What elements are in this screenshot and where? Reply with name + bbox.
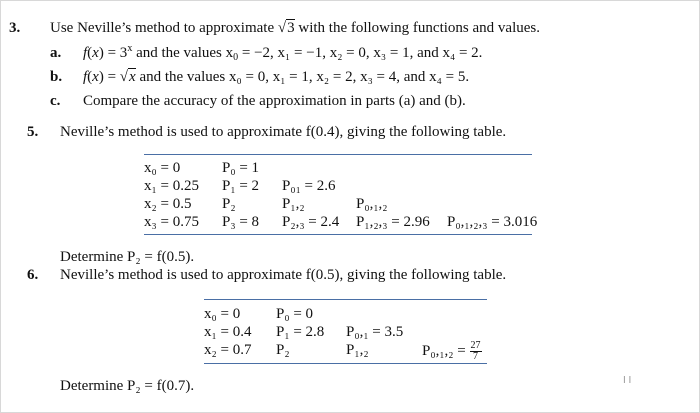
t5-cell-r3-c0: x₃ = 0.75 bbox=[144, 214, 199, 230]
t5-cell-r1-c1: P₁ = 2 bbox=[222, 178, 260, 194]
t6-cell-r2-c3: P₀,₁,₂ = $\frac{27}{7}$ bbox=[422, 340, 481, 362]
t5-cell-r3-c3: P₁,₂,₃ = 2.96 bbox=[356, 214, 430, 230]
t5-cell-r2-c3: P₀,₁,₂ bbox=[356, 196, 388, 212]
table-5-top-rule bbox=[144, 154, 532, 155]
t5-cell-r2-c1: P₂ bbox=[222, 196, 236, 212]
t5-cell-r2-c2: P₁,₂ bbox=[282, 196, 305, 212]
fraction-27-over-7: $\frac{27}{7}$ bbox=[470, 340, 481, 362]
problem-5-text: Neville’s method is used to approximate f(0.4), giving the following table. bbox=[60, 124, 507, 140]
problem-6-determine: Determine P₂ = f(0.7). bbox=[60, 378, 195, 394]
part-a-text: $f(x) = 3^x$ and the values $x_0 = -2$, x₁ = −1, x₂ = 0, x₃ = 1, and x₄ = 2. bbox=[83, 43, 483, 63]
t6-cell-r1-c2: P₀,₁ = 3.5 bbox=[346, 324, 404, 340]
t6-cell-r0-c0: x₀ = 0 bbox=[204, 306, 241, 322]
t5-cell-r0-c1: P₀ = 1 bbox=[222, 160, 260, 176]
t5-cell-r1-c2: P₀₁ = 2.6 bbox=[282, 178, 336, 194]
t5-cell-r3-c1: P₃ = 8 bbox=[222, 214, 260, 230]
t5-cell-r0-c0: x₀ = 0 bbox=[144, 160, 181, 176]
t5-cell-r2-c0: x₂ = 0.5 bbox=[144, 196, 192, 212]
t6-cell-r1-c0: x₁ = 0.4 bbox=[204, 324, 252, 340]
t6-cell-r1-c1: P₁ = 2.8 bbox=[276, 324, 325, 340]
table-6-top-rule bbox=[204, 299, 487, 300]
sqrt-symbol: √ bbox=[277, 20, 287, 36]
problem-3-number: 3. bbox=[9, 20, 21, 36]
page-marker: I I bbox=[623, 375, 632, 386]
part-b-text: f(x) = √x and the values x₀ = 0, x₁ = 1, x₂ = 2, x₃ = 4, and x₄ = 5. bbox=[83, 69, 470, 85]
table-5-bottom-rule bbox=[144, 234, 532, 235]
part-c-label: c. bbox=[50, 93, 61, 109]
problem-6-number: 6. bbox=[27, 267, 39, 283]
t6-cell-r2-c1: P₂ bbox=[276, 342, 290, 358]
sqrt-argument: 3 bbox=[287, 20, 295, 36]
problem-5-number: 5. bbox=[27, 124, 39, 140]
part-b-label: b. bbox=[50, 69, 63, 85]
t6-cell-r0-c1: P₀ = 0 bbox=[276, 306, 314, 322]
problem-6-text: Neville’s method is used to approximate f(0.5), giving the following table. bbox=[60, 267, 507, 283]
table-6-bottom-rule bbox=[204, 363, 487, 364]
t5-cell-r1-c0: x₁ = 0.25 bbox=[144, 178, 199, 194]
t5-cell-r3-c2: P₂,₃ = 2.4 bbox=[282, 214, 340, 230]
part-a-label: a. bbox=[50, 45, 62, 61]
problem-5-determine: Determine P₂ = f(0.5). bbox=[60, 249, 195, 265]
part-c-text: Compare the accuracy of the approximation in parts (a) and (b). bbox=[83, 93, 466, 109]
t6-cell-r2-c2: P₁,₂ bbox=[346, 342, 369, 358]
problem-3-intro: Use Neville’s method to approximate √3 with the following functions and values. bbox=[50, 20, 540, 36]
t6-cell-r2-c0: x₂ = 0.7 bbox=[204, 342, 252, 358]
t5-cell-r3-c4: P₀,₁,₂,₃ = 3.016 bbox=[447, 214, 538, 230]
